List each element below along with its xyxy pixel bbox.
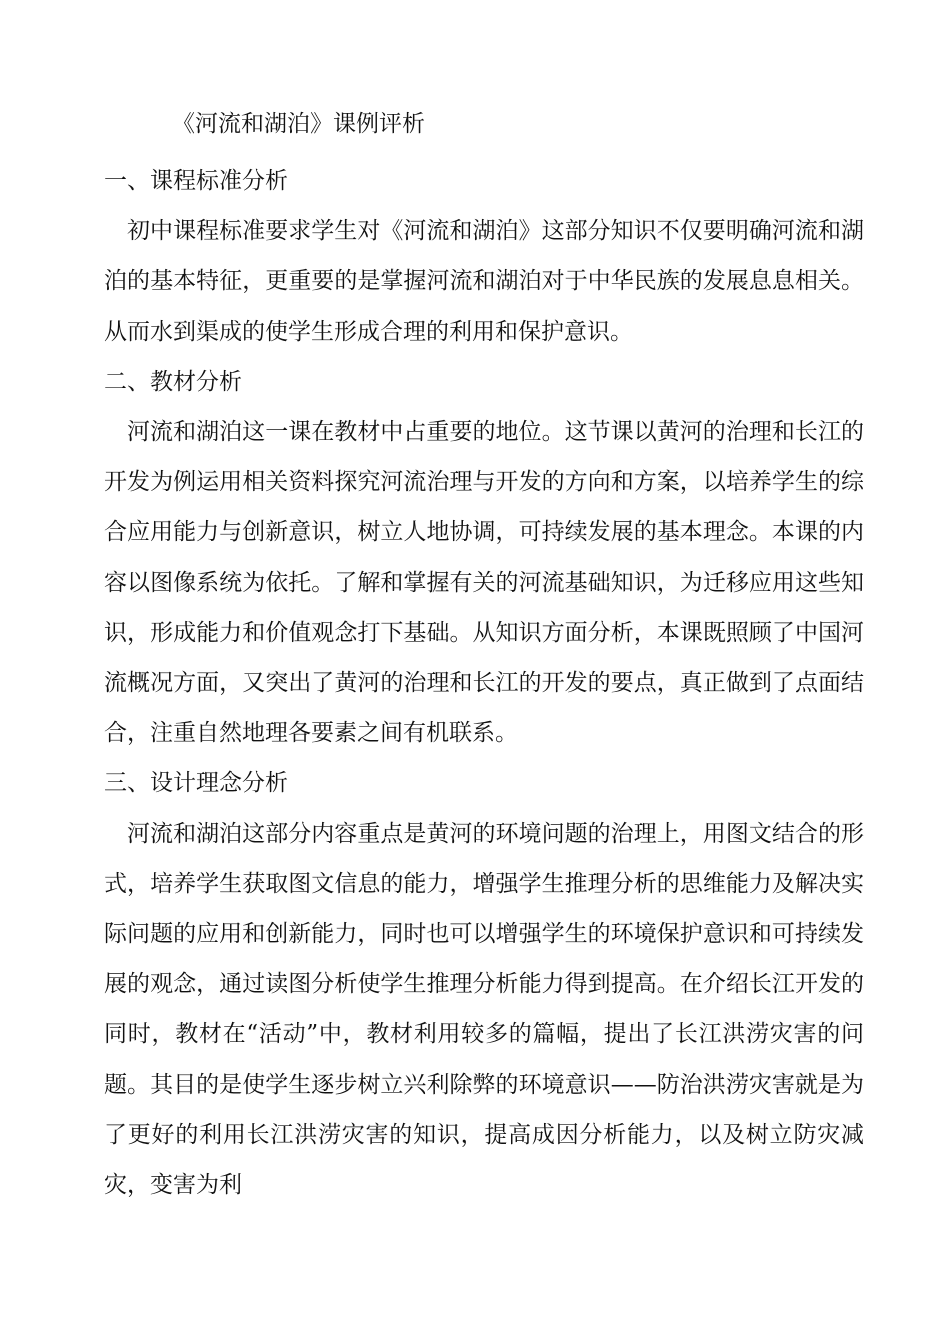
section-paragraph-textbook-analysis: 河流和湖泊这一课在教材中占重要的地位。这节课以黄河的治理和长江的开发为例运用相关资料探究河流治理与开发的方向和方案，以培养学生的综合应用能力与创新意识，树立人地协调，可持续发展的基本理念。本课的内容以图像系统为依托。了解和掌握有关的河流基础知识，为迁移应用这些知识，形成能力和价值观念打下基础。从知识方面分析，本课既照顾了中国河流概况方面，又突出了黄河的治理和长江的开发的要点，真正做到了点面结合，注重自然地理各要素之间有机联系。 (104, 419, 864, 747)
section-heading-curriculum-standard: 一、课程标准分析 (104, 168, 288, 194)
section-heading-design-concept: 三、设计理念分析 (104, 770, 288, 797)
document-title: 《河流和湖泊》课例评析 (172, 111, 425, 137)
section-paragraph-design-concept: 河流和湖泊这部分内容重点是黄河的环境问题的治理上，用图文结合的形式，培养学生获取图文信息的能力，增强学生推理分析的思维能力及解决实际问题的应用和创新能力，同时也可以增强学生的环境保护意识和可持续发展的观念，通过读图分析使学生推理分析能力得到提高。在介绍长江开发的同时，教材在“活动”中，教材利用较多的篇幅，提出了长江洪涝灾害的问题。其目的是使学生逐步树立兴利除弊的环境意识——防治洪涝灾害就是为了更好的利用长江洪涝灾害的知识，提高成因分析能力，以及树立防灾减灾，变害为利 (104, 820, 864, 1199)
section-heading-textbook-analysis: 二、教材分析 (104, 368, 242, 395)
document-body (104, 156, 864, 1210)
section-paragraph-curriculum-standard: 初中课程标准要求学生对《河流和湖泊》这部分知识不仅要明确河流和湖泊的基本特征，更重要的是掌握河流和湖泊对于中华民族的发展息息相关。从而水到渠成的使学生形成合理的利用和保护意识。 (104, 218, 864, 345)
